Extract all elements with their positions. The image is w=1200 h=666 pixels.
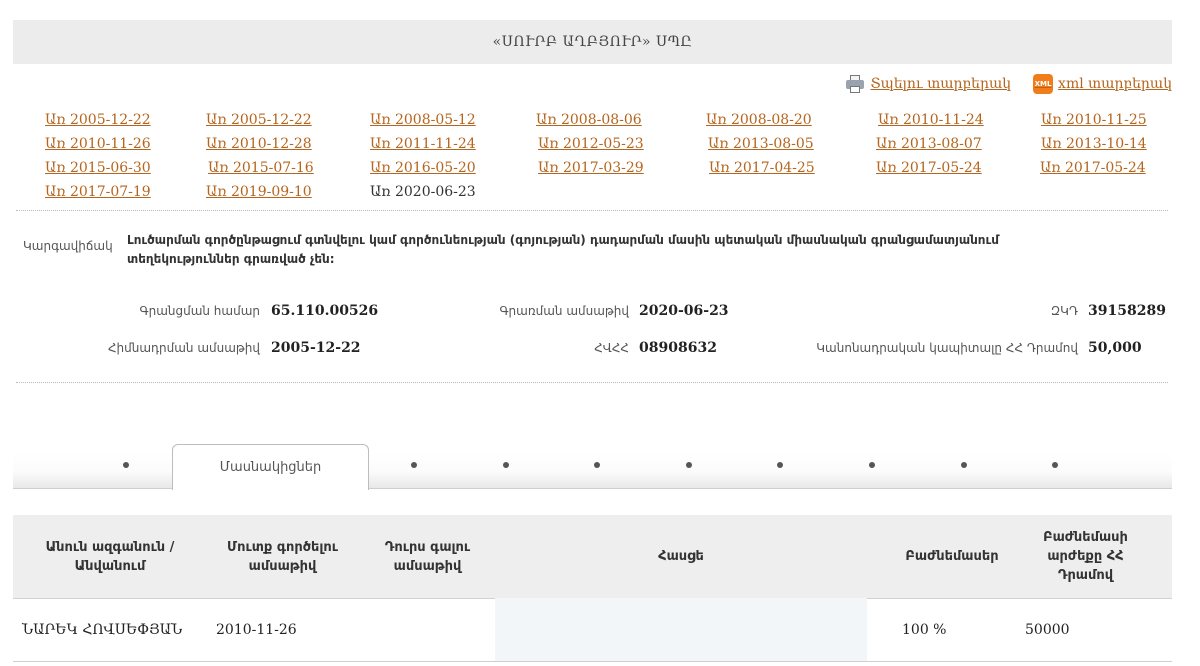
date-link[interactable]: Առ 2017-03-29 — [538, 160, 644, 176]
date-link[interactable]: Առ 2011-11-24 — [370, 136, 476, 152]
date-link[interactable]: Առ 2012-05-23 — [538, 136, 644, 152]
date-link[interactable]: Առ 2010-12-28 — [206, 136, 312, 152]
date-link[interactable]: Առ 2013-08-07 — [876, 136, 982, 152]
date-link[interactable]: Առ 2017-04-25 — [709, 160, 815, 176]
date-link[interactable]: Առ 2010-11-26 — [45, 136, 151, 152]
tin-value: 08908632 — [639, 340, 717, 356]
divider — [16, 382, 1168, 383]
tab-dot[interactable] — [961, 462, 967, 468]
tab-dot[interactable] — [1052, 462, 1058, 468]
participant-name: ՆԱՐԵԿ ՀՈՎՍԵՓՅԱՆ — [22, 622, 183, 638]
reg-number-value: 65.110.00526 — [271, 303, 379, 319]
tab-dot[interactable] — [503, 462, 509, 468]
col-name-header: Անուն ազգանուն / Անվանում — [45, 540, 175, 574]
date-link[interactable]: Առ 2013-10-14 — [1041, 136, 1147, 152]
ssn-value: 39158289 — [1088, 303, 1166, 319]
founded-label: Հիմնադրման ամսաթիվ — [107, 341, 260, 355]
col-value-header: Բաժնեմասի արժեքը ՀՀ Դրամով — [1043, 530, 1128, 583]
col-entry-date-header: Մուտք գործելու ամսաթիվ — [227, 540, 338, 574]
page-title: «ՍՈՒՐԲ ԱՂԲՅՈՒՐ» ՍՊԸ — [13, 20, 1172, 64]
history-dates — [0, 112, 1200, 208]
tab-dot[interactable] — [411, 462, 417, 468]
address-cell — [495, 598, 867, 662]
col-exit-date-header: Դուրս գալու ամսաթիվ — [384, 540, 471, 574]
tab-dot[interactable] — [123, 462, 129, 468]
date-link[interactable]: Առ 2010-11-24 — [878, 112, 984, 128]
tab-dot[interactable] — [594, 462, 600, 468]
tin-label: ՀՎՀՀ — [594, 341, 629, 355]
tab-dot[interactable] — [777, 462, 783, 468]
date-link[interactable]: Առ 2017-07-19 — [45, 184, 151, 200]
date-link[interactable]: Առ 2015-07-16 — [208, 160, 314, 176]
date-link[interactable]: Առ 2013-08-05 — [708, 136, 814, 152]
toolbar — [845, 74, 1172, 94]
participant-share-value: 50000 — [1025, 622, 1070, 638]
status-text: Լուծարման գործընթացում գտնվելու կամ գործունեության (գոյության) դադարման մասին պետական միասնական գրանցամատյանում տեղեկություններ գրառված չեն: — [127, 233, 999, 266]
founded-value: 2005-12-22 — [271, 340, 361, 356]
xml-version-link[interactable] — [1033, 74, 1172, 94]
capital-value: 50,000 — [1088, 340, 1142, 356]
date-link[interactable]: Առ 2017-05-24 — [1040, 160, 1146, 176]
reg-number-label: Գրանցման համար — [139, 304, 260, 318]
participant-share: 100 % — [902, 622, 947, 638]
xml-file-icon: XML — [1033, 74, 1053, 94]
print-version-label: Տպելու տարբերակ — [870, 76, 1012, 92]
tab-dot[interactable] — [686, 462, 692, 468]
date-link[interactable]: Առ 2016-05-20 — [370, 160, 476, 176]
row-divider — [13, 661, 1172, 662]
col-address-header: Հասցե — [658, 549, 704, 564]
date-link[interactable]: Առ 2008-05-12 — [370, 112, 476, 128]
date-link[interactable]: Առ 2008-08-20 — [706, 112, 812, 128]
date-link[interactable]: Առ 2017-05-24 — [876, 160, 982, 176]
print-version-link[interactable] — [845, 74, 1011, 94]
tab-participants[interactable]: Մասնակիցներ — [172, 444, 369, 490]
capital-label: Կանոնադրական կապիտալը ՀՀ Դրամով — [816, 341, 1078, 355]
record-date-label: Գրառման ամսաթիվ — [499, 304, 629, 318]
xml-version-label: xml տարբերակ — [1058, 76, 1172, 92]
date-link[interactable]: Առ 2019-09-10 — [206, 184, 312, 200]
status-label: Կարգավիճակ — [23, 239, 113, 253]
tab-dot[interactable] — [869, 462, 875, 468]
divider — [16, 210, 1168, 211]
date-link[interactable]: Առ 2008-08-06 — [536, 112, 642, 128]
current-date: Առ 2020-06-23 — [370, 184, 476, 200]
ssn-label: ԶԿԴ — [1050, 304, 1078, 318]
record-date-value: 2020-06-23 — [639, 303, 729, 319]
printer-icon — [845, 75, 865, 93]
participant-entry-date: 2010-11-26 — [216, 622, 297, 638]
date-link[interactable]: Առ 2010-11-25 — [1041, 112, 1147, 128]
date-link[interactable]: Առ 2005-12-22 — [45, 112, 151, 128]
col-share-header: Բաժնեմասեր — [905, 549, 999, 564]
date-link[interactable]: Առ 2005-12-22 — [206, 112, 312, 128]
date-link[interactable]: Առ 2015-06-30 — [45, 160, 151, 176]
